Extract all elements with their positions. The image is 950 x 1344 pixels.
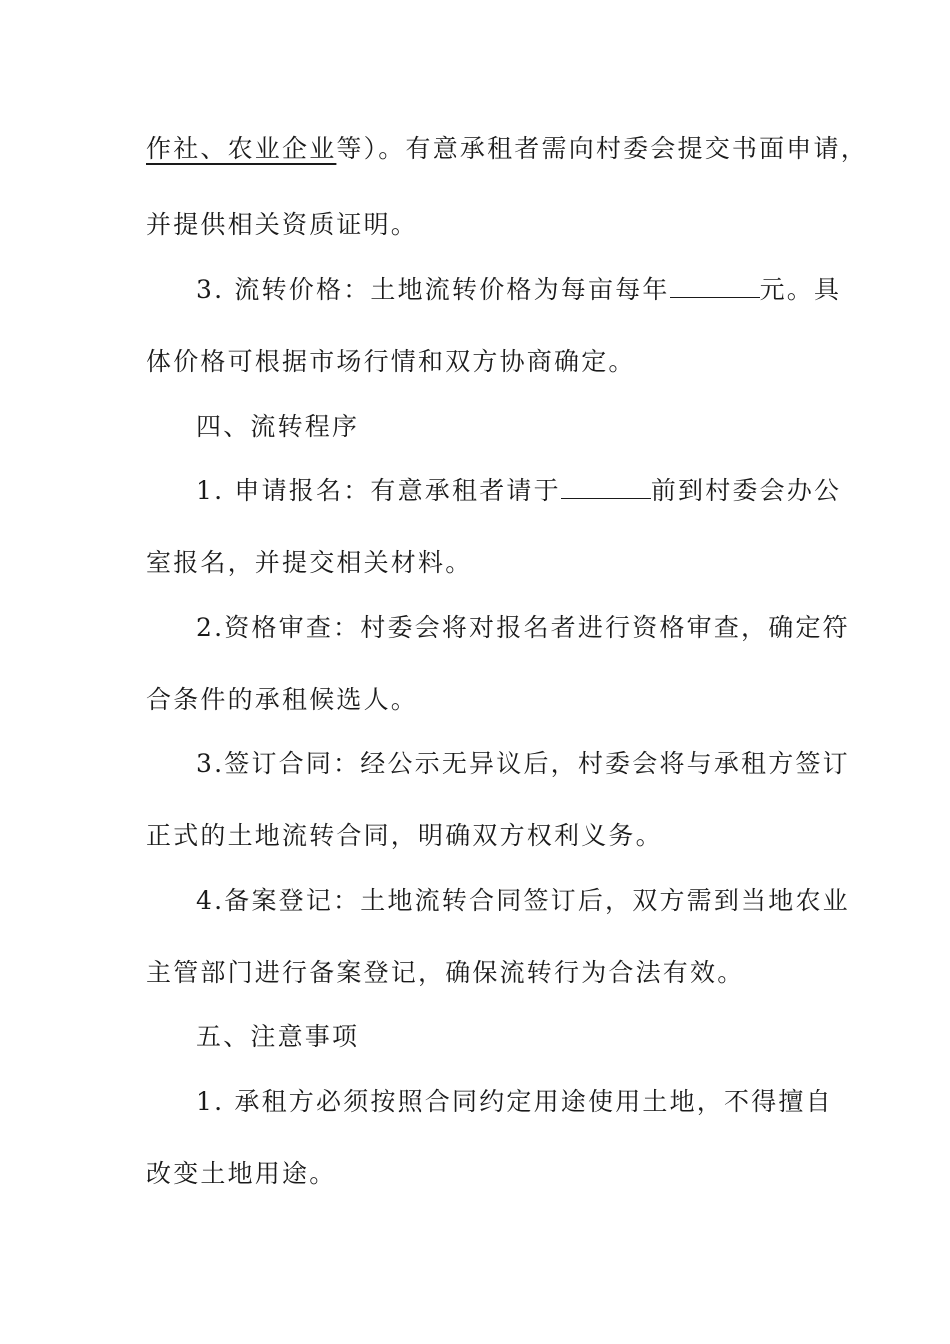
section-heading-5: 五、注意事项 xyxy=(196,1022,360,1051)
text: 1. 申请报名：有意承租者请于 xyxy=(196,476,561,505)
underlined-text: 作社、农业企业 xyxy=(146,134,337,163)
fill-in-blank xyxy=(670,277,760,298)
paragraph-line-9: 3.签订合同：经公示无异议后，村委会将与承租方签订 xyxy=(196,749,850,778)
paragraph-line-12: 主管部门进行备案登记，确保流转行为合法有效。 xyxy=(146,958,745,987)
paragraph-line-6: 室报名，并提交相关材料。 xyxy=(146,548,473,577)
text: 3. 流转价格：土地流转价格为每亩每年 xyxy=(196,275,670,304)
section-heading-4: 四、流转程序 xyxy=(196,412,360,441)
paragraph-line-10: 正式的土地流转合同，明确双方权利义务。 xyxy=(146,821,663,850)
paragraph-line-7: 2.资格审查：村委会将对报名者进行资格审查，确定符 xyxy=(196,613,850,642)
text: 等）。有意承租者需向村委会提交书面申请， xyxy=(336,134,868,163)
paragraph-line-3 xyxy=(196,275,842,304)
text: 元。具 xyxy=(759,275,842,304)
paragraph-line-5 xyxy=(196,476,842,505)
paragraph-line-8: 合条件的承租候选人。 xyxy=(146,685,419,714)
paragraph-line-1 xyxy=(146,134,868,163)
fill-in-blank xyxy=(561,478,651,499)
paragraph-line-14: 改变土地用途。 xyxy=(146,1159,337,1188)
text: 前到村委会办公 xyxy=(650,476,842,505)
paragraph-line-13: 1. 承租方必须按照合同约定用途使用土地，不得擅自 xyxy=(196,1087,833,1116)
paragraph-line-11: 4.备案登记：土地流转合同签订后，双方需到当地农业 xyxy=(196,886,850,915)
paragraph-line-2: 并提供相关资质证明。 xyxy=(146,210,419,239)
paragraph-line-4: 体价格可根据市场行情和双方协商确定。 xyxy=(146,347,636,376)
